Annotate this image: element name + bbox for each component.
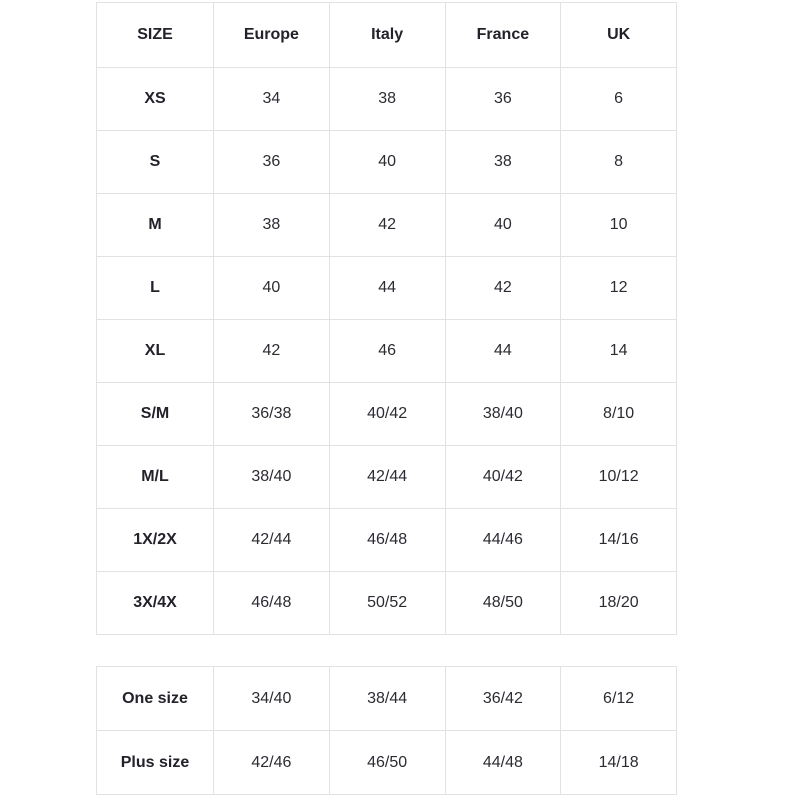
cell-italy: 38 [329, 68, 445, 131]
table-row [97, 68, 677, 131]
size-conversion-table [96, 2, 677, 635]
cell-italy: 46 [329, 320, 445, 383]
cell-size: One size [97, 667, 214, 731]
cell-size: XS [97, 68, 214, 131]
column-header-france: France [445, 3, 561, 68]
cell-italy: 40/42 [329, 383, 445, 446]
cell-europe: 34/40 [214, 667, 330, 731]
table-row [97, 509, 677, 572]
cell-france: 38 [445, 131, 561, 194]
column-header-size: SIZE [97, 3, 214, 68]
table-row [97, 731, 677, 795]
column-header-italy: Italy [329, 3, 445, 68]
cell-europe: 34 [214, 68, 330, 131]
cell-france: 36/42 [445, 667, 561, 731]
cell-uk: 8 [561, 131, 677, 194]
cell-europe: 36 [214, 131, 330, 194]
cell-italy: 38/44 [329, 667, 445, 731]
cell-france: 44/46 [445, 509, 561, 572]
cell-size: L [97, 257, 214, 320]
cell-france: 44 [445, 320, 561, 383]
cell-size: 1X/2X [97, 509, 214, 572]
table-body [97, 667, 677, 795]
cell-size: Plus size [97, 731, 214, 795]
cell-europe: 36/38 [214, 383, 330, 446]
cell-size: M/L [97, 446, 214, 509]
one-size-plus-size-table [96, 666, 677, 795]
cell-europe: 40 [214, 257, 330, 320]
cell-uk: 18/20 [561, 572, 677, 635]
cell-uk: 6 [561, 68, 677, 131]
table-header [97, 3, 677, 68]
table-row [97, 194, 677, 257]
column-header-europe: Europe [214, 3, 330, 68]
cell-europe: 42/46 [214, 731, 330, 795]
cell-italy: 44 [329, 257, 445, 320]
one-size-table-container [96, 666, 676, 795]
cell-europe: 46/48 [214, 572, 330, 635]
cell-europe: 38 [214, 194, 330, 257]
cell-size: S/M [97, 383, 214, 446]
cell-italy: 42 [329, 194, 445, 257]
cell-europe: 42/44 [214, 509, 330, 572]
table-body [97, 68, 677, 635]
cell-europe: 38/40 [214, 446, 330, 509]
cell-uk: 10/12 [561, 446, 677, 509]
cell-uk: 12 [561, 257, 677, 320]
table-row [97, 446, 677, 509]
cell-italy: 40 [329, 131, 445, 194]
cell-uk: 6/12 [561, 667, 677, 731]
cell-italy: 46/50 [329, 731, 445, 795]
cell-size: 3X/4X [97, 572, 214, 635]
cell-uk: 10 [561, 194, 677, 257]
cell-uk: 14/18 [561, 731, 677, 795]
cell-europe: 42 [214, 320, 330, 383]
table-row [97, 320, 677, 383]
table-row [97, 667, 677, 731]
cell-uk: 14/16 [561, 509, 677, 572]
table-row [97, 383, 677, 446]
cell-france: 40 [445, 194, 561, 257]
cell-size: XL [97, 320, 214, 383]
cell-france: 40/42 [445, 446, 561, 509]
cell-france: 38/40 [445, 383, 561, 446]
cell-size: M [97, 194, 214, 257]
cell-france: 48/50 [445, 572, 561, 635]
cell-uk: 14 [561, 320, 677, 383]
cell-italy: 42/44 [329, 446, 445, 509]
column-header-uk: UK [561, 3, 677, 68]
table-row [97, 131, 677, 194]
cell-france: 42 [445, 257, 561, 320]
cell-france: 44/48 [445, 731, 561, 795]
table-row [97, 257, 677, 320]
cell-italy: 46/48 [329, 509, 445, 572]
table-row [97, 572, 677, 635]
cell-size: S [97, 131, 214, 194]
main-size-table-container [96, 2, 676, 635]
cell-italy: 50/52 [329, 572, 445, 635]
cell-uk: 8/10 [561, 383, 677, 446]
table-header-row [97, 3, 677, 68]
cell-france: 36 [445, 68, 561, 131]
